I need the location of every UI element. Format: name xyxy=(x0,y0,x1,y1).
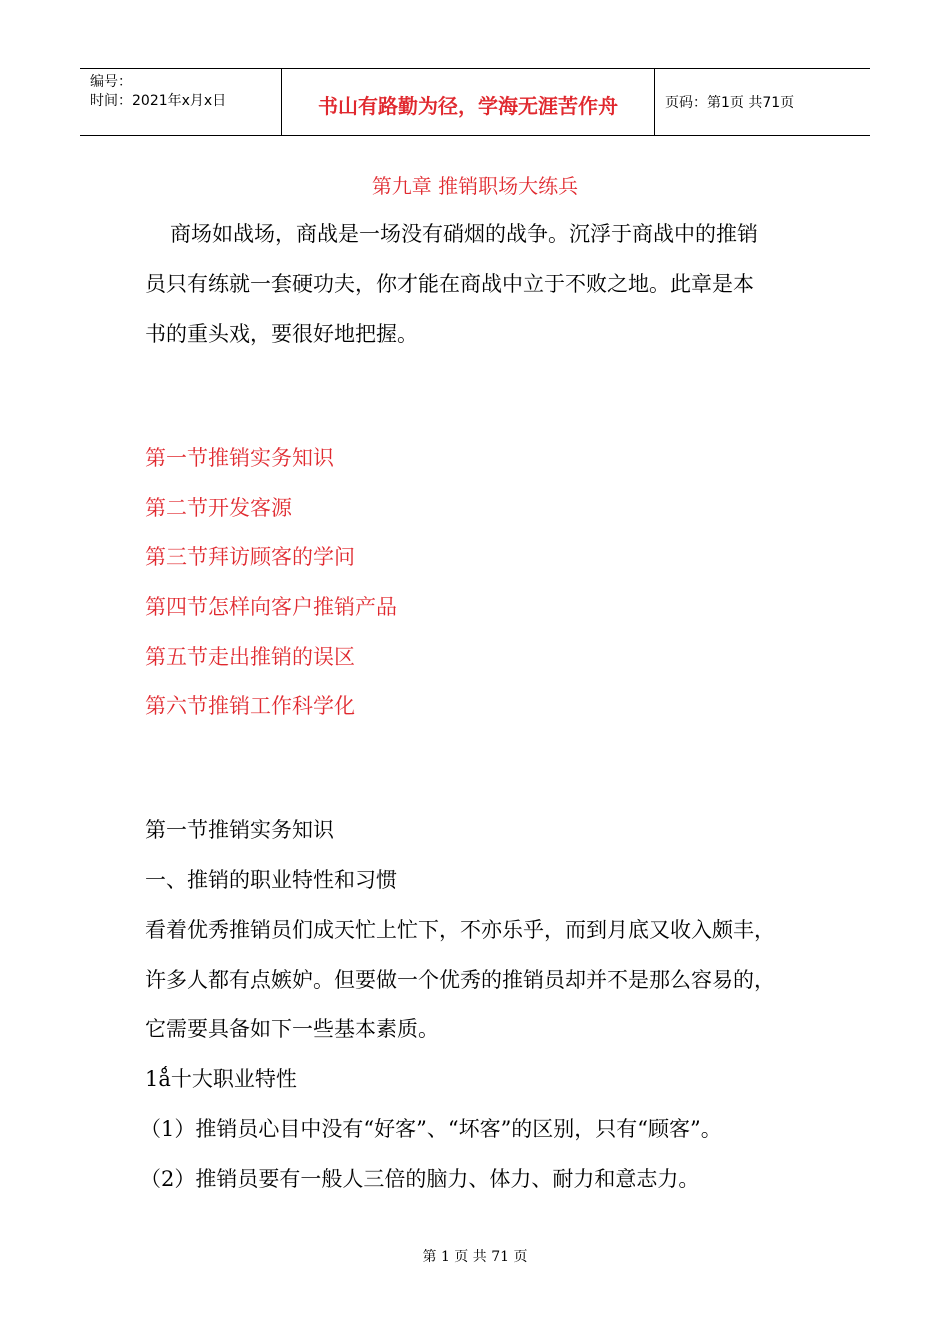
toc-item-1[interactable]: 第一节推销实务知识 xyxy=(145,446,334,470)
list-item-2: （2）推销员要有一般人三倍的脑力、体力、耐力和意志力。 xyxy=(140,1167,700,1191)
page-header xyxy=(80,68,870,136)
intro-line-2: 员只有练就一套硬功夫，你才能在商战中立于不败之地。此章是本 xyxy=(145,272,754,296)
body-line-3: 它需要具备如下一些基本素质。 xyxy=(145,1017,439,1041)
body-line-1: 看着优秀推销员们成天忙上忙下，不亦乐乎，而到月底又收入颇丰， xyxy=(145,918,775,942)
header-page-info: 页码：第1页 共71页 xyxy=(665,95,795,111)
header-number-label: 编号： xyxy=(90,74,132,90)
section-title: 第一节推销实务知识 xyxy=(145,818,334,842)
body-line-2: 许多人都有点嫉妒。但要做一个优秀的推销员却并不是那么容易的， xyxy=(145,968,775,992)
list-item-1: （1）推销员心目中没有“好客”、“坏客”的区别，只有“顾客”。 xyxy=(140,1117,722,1141)
toc-item-6[interactable]: 第六节推销工作科学化 xyxy=(145,694,355,718)
intro-line-3: 书的重头戏，要很好地把握。 xyxy=(145,322,418,346)
toc-item-2[interactable]: 第二节开发客源 xyxy=(145,496,292,520)
intro-line-1: 商场如战场，商战是一场没有硝烟的战争。沉浮于商战中的推销 xyxy=(170,222,758,246)
chapter-title: 第九章 推销职场大练兵 xyxy=(371,174,579,198)
toc-item-5[interactable]: 第五节走出推销的误区 xyxy=(145,645,355,669)
toc-item-4[interactable]: 第四节怎样向客户推销产品 xyxy=(145,595,397,619)
header-date-label: 时间：2021年x月x日 xyxy=(90,93,227,109)
page-footer: 第 1 页 共 71 页 xyxy=(422,1249,528,1265)
toc-item-3[interactable]: 第三节拜访顾客的学问 xyxy=(145,545,355,569)
header-meta xyxy=(80,69,282,135)
item-heading: 1ǻ十大职业特性 xyxy=(145,1067,297,1091)
header-motto: 书山有路勤为径，学海无涯苦作舟 xyxy=(282,69,655,135)
subsection-title: 一、推销的职业特性和习惯 xyxy=(145,868,397,892)
